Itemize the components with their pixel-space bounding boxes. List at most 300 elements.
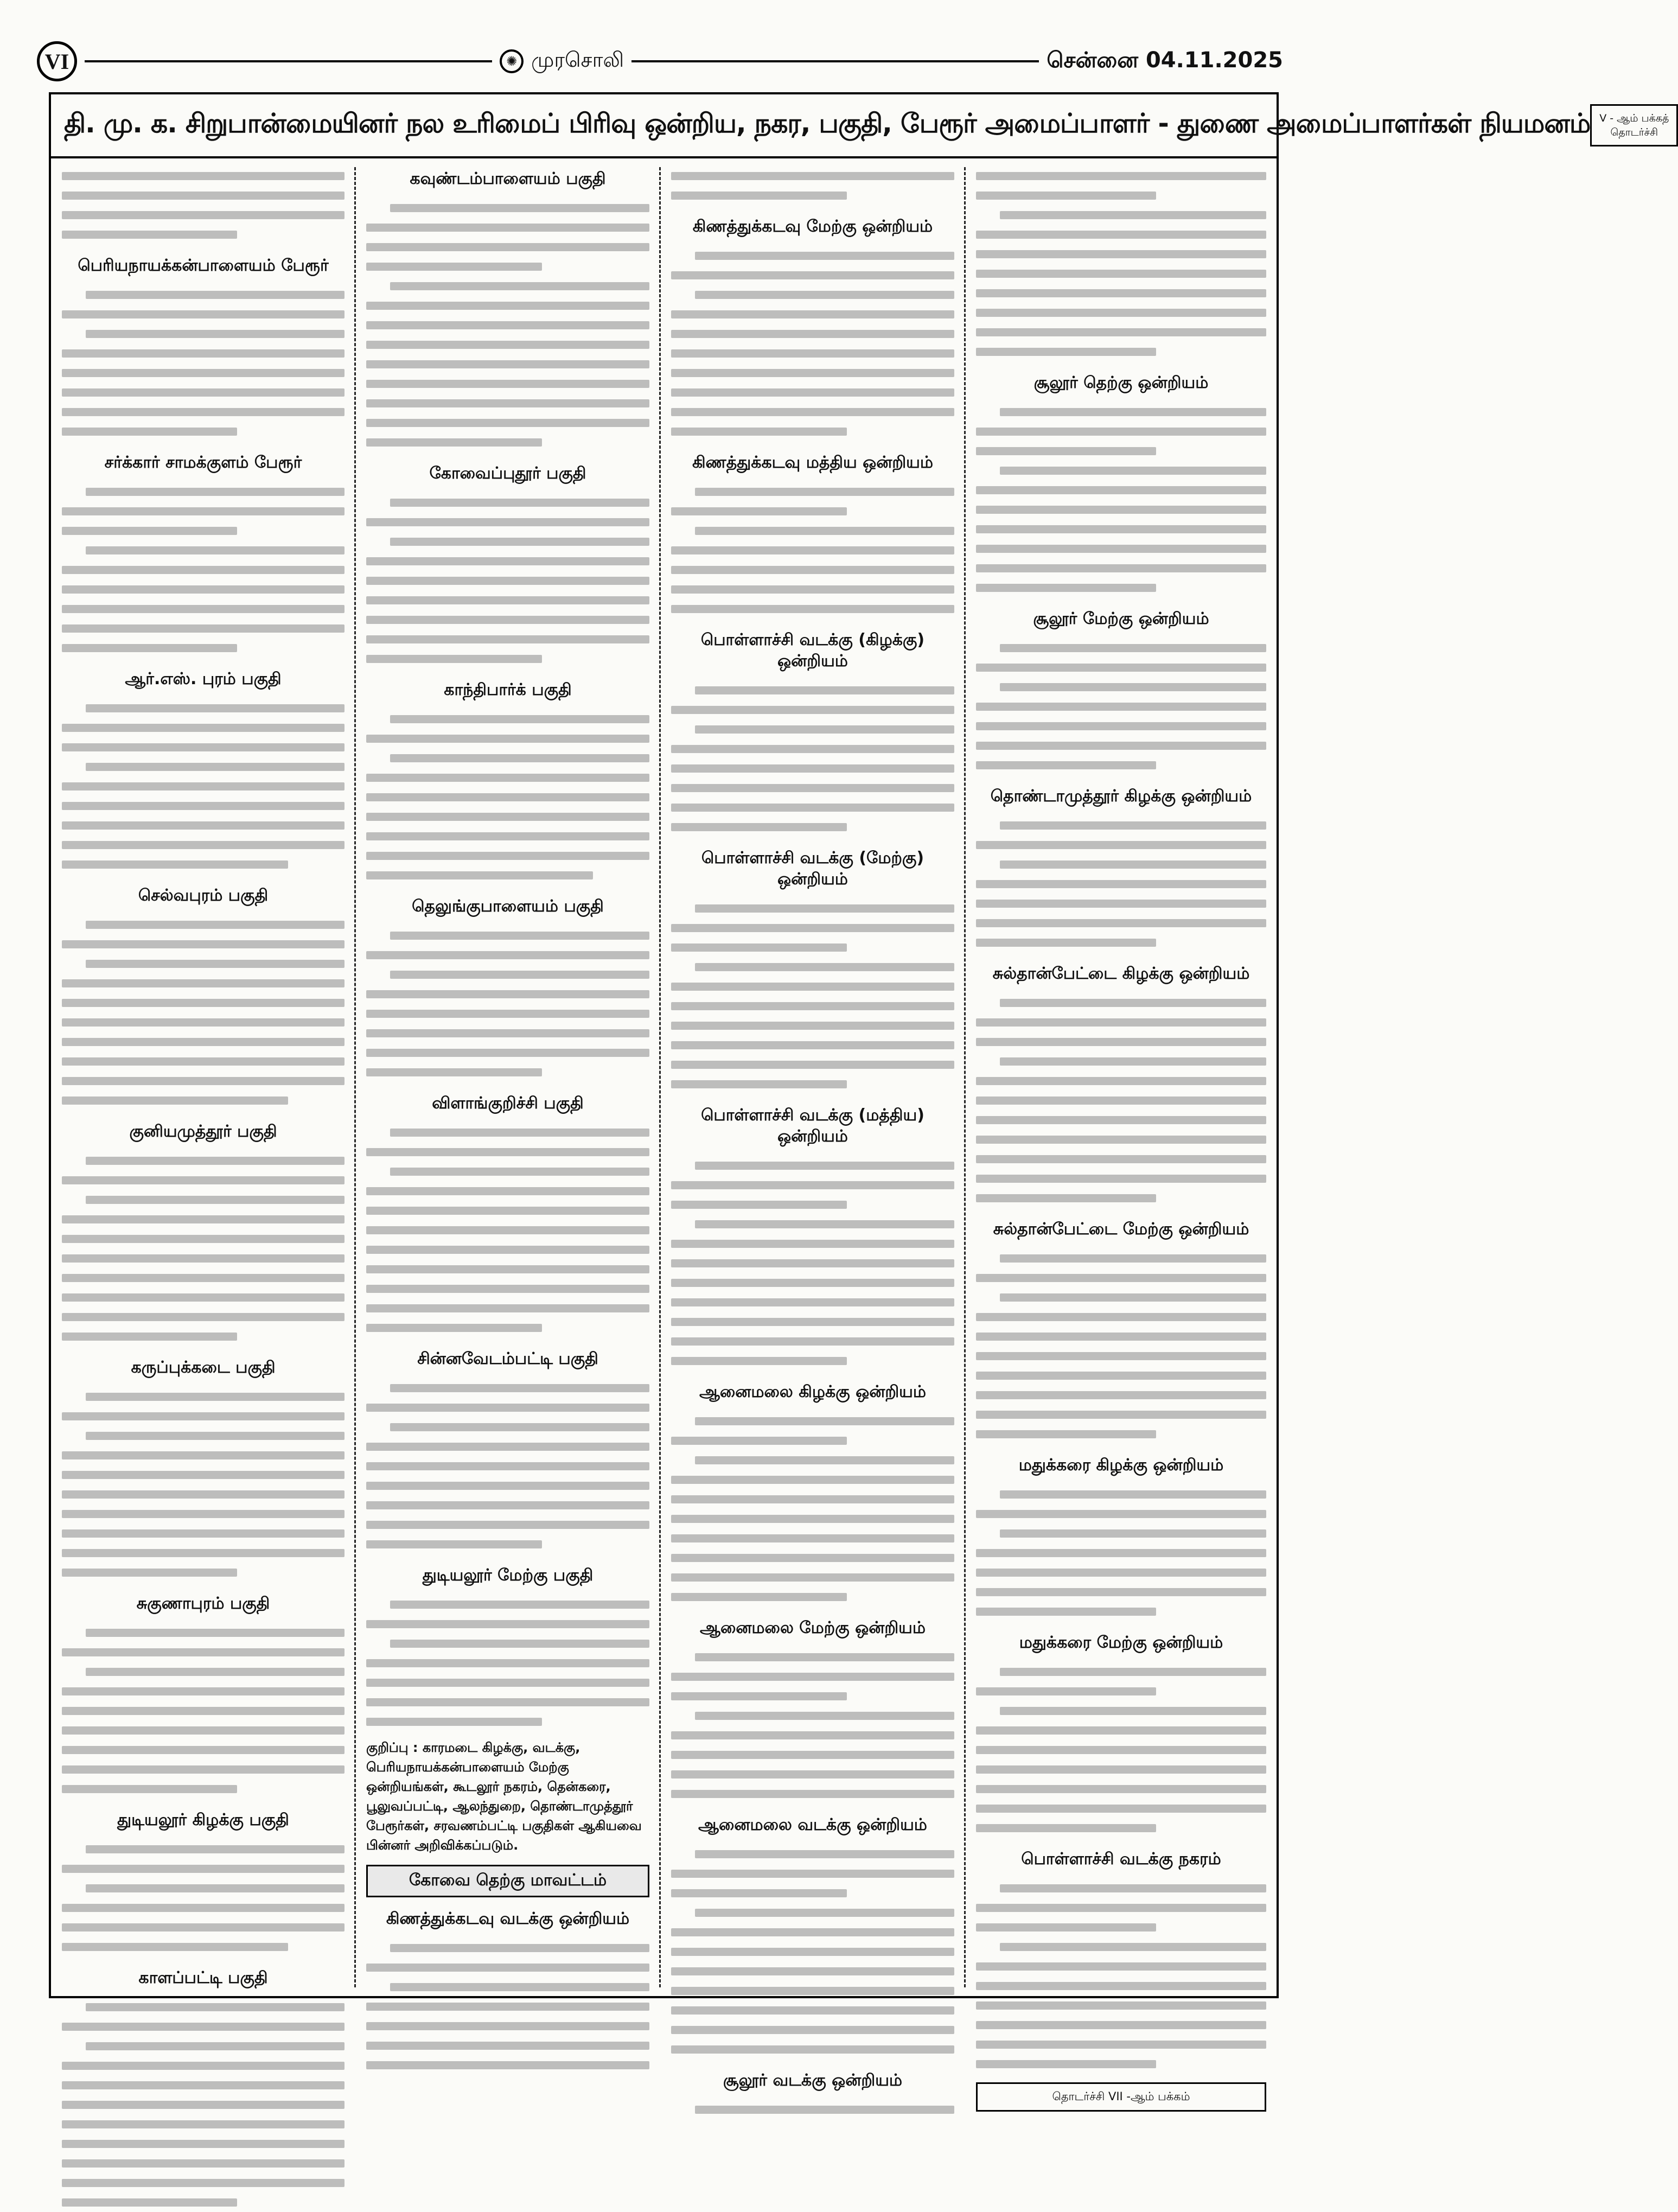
text-line bbox=[671, 363, 954, 383]
text-line bbox=[976, 422, 1266, 441]
text-line bbox=[976, 283, 1266, 303]
text-line bbox=[976, 1878, 1266, 1898]
text-line bbox=[366, 649, 649, 668]
text-line bbox=[671, 1195, 954, 1214]
text-line bbox=[62, 1504, 344, 1523]
text-line bbox=[671, 383, 954, 402]
text-line bbox=[976, 342, 1266, 361]
section-heading: பெரியநாயக்கன்பாளையம் பேரூர் bbox=[78, 256, 329, 275]
text-line bbox=[671, 798, 954, 817]
text-line bbox=[366, 1123, 649, 1142]
text-line bbox=[366, 768, 649, 787]
text-line bbox=[62, 1701, 344, 1720]
text-line bbox=[671, 1686, 954, 1706]
text-line bbox=[62, 619, 344, 638]
text-line bbox=[62, 205, 344, 225]
text-line bbox=[366, 629, 649, 649]
text-line bbox=[62, 1484, 344, 1504]
section-heading: ஆர்.எஸ். புரம் பகுதி bbox=[125, 670, 282, 689]
text-line bbox=[671, 739, 954, 758]
text-line bbox=[671, 1725, 954, 1745]
text-line bbox=[62, 737, 344, 757]
continued-to-note: தொடர்ச்சி VII -ஆம் பக்கம் bbox=[976, 2082, 1266, 2112]
text-line bbox=[671, 304, 954, 324]
text-line bbox=[671, 324, 954, 343]
text-line bbox=[976, 1307, 1266, 1327]
text-line bbox=[671, 1035, 954, 1055]
text-line bbox=[62, 324, 344, 343]
text-line bbox=[62, 776, 344, 796]
issue-date: சென்னை 04.11.2025 bbox=[1047, 47, 1283, 73]
text-line bbox=[976, 1760, 1266, 1779]
text-line bbox=[671, 1214, 954, 1234]
text-line bbox=[62, 1151, 344, 1170]
text-line bbox=[366, 257, 649, 276]
section-heading: பொள்ளாச்சி வடக்கு (மத்திய) ஒன்றியம் bbox=[701, 1106, 924, 1146]
text-line bbox=[671, 1528, 954, 1548]
text-line bbox=[671, 2000, 954, 2020]
paper-name: முரசொலி bbox=[531, 48, 624, 72]
text-line bbox=[62, 1917, 344, 1937]
text-line bbox=[62, 2036, 344, 2056]
section-heading: பொள்ளாச்சி வடக்கு நகரம் bbox=[1021, 1850, 1221, 1869]
text-line bbox=[62, 1681, 344, 1701]
text-line bbox=[976, 855, 1266, 874]
masthead bbox=[37, 38, 1283, 85]
text-line bbox=[671, 1450, 954, 1470]
text-line bbox=[62, 560, 344, 579]
text-line bbox=[366, 1298, 649, 1318]
text-line bbox=[671, 1745, 954, 1764]
text-line bbox=[976, 815, 1266, 835]
text-line bbox=[671, 1567, 954, 1587]
text-line bbox=[671, 1156, 954, 1175]
text-line bbox=[976, 1898, 1266, 1917]
text-line bbox=[976, 1956, 1266, 1976]
text-line bbox=[366, 1614, 649, 1634]
text-line bbox=[366, 1142, 649, 1162]
text-line bbox=[62, 1209, 344, 1229]
text-line bbox=[671, 1981, 954, 2000]
text-line bbox=[976, 1523, 1266, 1543]
text-line bbox=[366, 393, 649, 413]
text-line bbox=[366, 926, 649, 945]
text-line bbox=[62, 993, 344, 1012]
section-heading: குனியமுத்தூர் பகுதி bbox=[129, 1122, 277, 1141]
text-line bbox=[62, 915, 344, 934]
text-line bbox=[671, 1253, 954, 1273]
text-line bbox=[976, 874, 1266, 894]
text-line bbox=[366, 1476, 649, 1495]
text-line bbox=[366, 354, 649, 374]
section-heading: சுல்தான்பேட்டை கிழக்கு ஒன்றியம் bbox=[992, 964, 1250, 983]
text-line bbox=[62, 1543, 344, 1563]
text-line bbox=[62, 1779, 344, 1799]
text-line bbox=[976, 1327, 1266, 1346]
section-heading: சூலூர் தெற்கு ஒன்றியம் bbox=[1033, 373, 1209, 392]
text-line bbox=[976, 1149, 1266, 1169]
text-line bbox=[976, 1110, 1266, 1130]
text-line bbox=[62, 1878, 344, 1898]
text-line bbox=[976, 1287, 1266, 1307]
text-line bbox=[976, 1424, 1266, 1444]
continued-from-line-1: V - ஆம் பக்கத் bbox=[1599, 112, 1669, 124]
text-line bbox=[671, 1764, 954, 1784]
section-heading: கிணத்துக்கடவு மத்திய ஒன்றியம் bbox=[692, 453, 934, 472]
text-line bbox=[976, 519, 1266, 539]
text-line bbox=[976, 1405, 1266, 1424]
text-line bbox=[62, 835, 344, 855]
text-line bbox=[62, 1859, 344, 1878]
text-line bbox=[366, 1595, 649, 1614]
text-line bbox=[366, 965, 649, 984]
text-line bbox=[976, 658, 1266, 677]
text-line bbox=[976, 558, 1266, 578]
text-line bbox=[366, 1023, 649, 1043]
text-line bbox=[671, 758, 954, 778]
text-line bbox=[366, 1181, 649, 1201]
text-line bbox=[62, 1523, 344, 1543]
text-line bbox=[671, 1331, 954, 1351]
text-line bbox=[671, 898, 954, 918]
text-line bbox=[366, 865, 649, 885]
text-line bbox=[366, 1692, 649, 1712]
text-line bbox=[976, 402, 1266, 422]
text-line bbox=[62, 1740, 344, 1760]
paper-logo-icon: ✺ bbox=[500, 49, 524, 73]
text-line bbox=[976, 1602, 1266, 1621]
text-line bbox=[976, 1917, 1266, 1937]
text-line bbox=[62, 2075, 344, 2095]
section-heading: மதுக்கரை கிழக்கு ஒன்றியம் bbox=[1018, 1456, 1224, 1475]
paper-name-block bbox=[500, 48, 624, 75]
section-heading: தொண்டாமுத்தூர் கிழக்கு ஒன்றியம் bbox=[990, 787, 1252, 806]
text-line bbox=[62, 1268, 344, 1287]
text-line bbox=[671, 700, 954, 719]
text-line bbox=[976, 1071, 1266, 1091]
text-line bbox=[671, 1587, 954, 1607]
text-line bbox=[366, 590, 649, 610]
text-line bbox=[671, 1273, 954, 1292]
section-heading: செல்வபுரம் பகுதி bbox=[138, 886, 269, 905]
text-line bbox=[976, 225, 1266, 244]
text-line bbox=[671, 501, 954, 521]
text-line bbox=[62, 698, 344, 718]
text-line bbox=[62, 501, 344, 521]
section-heading: ஆனைமலை மேற்கு ஒன்றியம் bbox=[700, 1618, 926, 1637]
text-line bbox=[62, 1445, 344, 1465]
text-line bbox=[671, 1903, 954, 1922]
text-line bbox=[366, 1240, 649, 1259]
section-heading: கவுண்டம்பாளையம் பகுதி bbox=[410, 169, 606, 188]
text-line bbox=[62, 1642, 344, 1662]
text-line bbox=[366, 729, 649, 748]
text-line bbox=[976, 1681, 1266, 1701]
text-line bbox=[671, 918, 954, 938]
text-line bbox=[366, 1997, 649, 2016]
text-line bbox=[62, 638, 344, 658]
text-line bbox=[366, 1279, 649, 1298]
text-line bbox=[62, 1406, 344, 1426]
text-line bbox=[976, 2035, 1266, 2054]
text-line bbox=[62, 402, 344, 422]
text-line bbox=[671, 1961, 954, 1981]
text-line bbox=[62, 1051, 344, 1071]
text-line bbox=[62, 166, 344, 186]
text-line bbox=[671, 719, 954, 739]
text-line bbox=[976, 1937, 1266, 1956]
text-line bbox=[671, 996, 954, 1016]
text-line bbox=[366, 846, 649, 865]
section-heading: சர்க்கார் சாமக்குளம் பேரூர் bbox=[104, 453, 302, 472]
text-line bbox=[671, 957, 954, 977]
text-line bbox=[976, 500, 1266, 519]
text-line bbox=[976, 2054, 1266, 2074]
text-line bbox=[366, 787, 649, 807]
text-line bbox=[976, 2015, 1266, 2035]
text-line bbox=[671, 2020, 954, 2039]
text-line bbox=[976, 1032, 1266, 1051]
text-line bbox=[976, 1504, 1266, 1523]
text-line bbox=[976, 736, 1266, 755]
text-line bbox=[62, 1662, 344, 1681]
text-line bbox=[366, 218, 649, 237]
text-line bbox=[671, 1489, 954, 1509]
text-line bbox=[671, 938, 954, 957]
text-line bbox=[671, 1509, 954, 1528]
district-band: கோவை தெற்கு மாவட்டம் bbox=[366, 1865, 649, 1897]
text-line bbox=[366, 1938, 649, 1958]
text-line bbox=[62, 225, 344, 244]
text-line bbox=[976, 322, 1266, 342]
text-line bbox=[62, 1248, 344, 1268]
text-line bbox=[62, 1032, 344, 1051]
text-line bbox=[976, 1268, 1266, 1287]
text-line bbox=[366, 551, 649, 571]
text-line bbox=[366, 2016, 649, 2036]
text-line bbox=[366, 1043, 649, 1062]
text-line bbox=[671, 1234, 954, 1253]
text-line bbox=[976, 993, 1266, 1012]
text-line bbox=[366, 807, 649, 826]
text-line bbox=[976, 835, 1266, 855]
text-line bbox=[671, 1844, 954, 1864]
text-line bbox=[671, 1431, 954, 1450]
text-line bbox=[62, 1898, 344, 1917]
text-line bbox=[366, 571, 649, 590]
text-line bbox=[671, 343, 954, 363]
text-line bbox=[976, 1484, 1266, 1504]
text-line bbox=[366, 493, 649, 512]
text-line bbox=[671, 1864, 954, 1883]
text-line bbox=[671, 1784, 954, 1803]
text-line bbox=[62, 1623, 344, 1642]
text-line bbox=[62, 2017, 344, 2036]
section-heading: கோவைப்புதூர் பகுதி bbox=[429, 464, 586, 483]
section-heading: பொள்ளாச்சி வடக்கு (மேற்கு) ஒன்றியம் bbox=[701, 849, 924, 889]
text-line bbox=[976, 1720, 1266, 1740]
text-line bbox=[366, 2036, 649, 2055]
text-line bbox=[976, 1248, 1266, 1268]
text-line bbox=[671, 246, 954, 265]
masthead-rule-left bbox=[85, 60, 492, 62]
text-line bbox=[62, 599, 344, 619]
text-line bbox=[366, 1653, 649, 1673]
text-line bbox=[366, 1456, 649, 1476]
text-line bbox=[671, 265, 954, 285]
text-line bbox=[62, 2153, 344, 2173]
page-number: VI bbox=[37, 41, 77, 81]
text-line bbox=[62, 1071, 344, 1091]
text-line bbox=[62, 285, 344, 304]
text-line bbox=[671, 1548, 954, 1567]
section-heading: ஆனைமலை கிழக்கு ஒன்றியம் bbox=[699, 1382, 927, 1401]
text-line bbox=[671, 1883, 954, 1903]
text-line bbox=[366, 315, 649, 335]
text-line bbox=[671, 778, 954, 798]
text-line bbox=[366, 198, 649, 218]
text-line bbox=[62, 934, 344, 954]
text-line bbox=[62, 363, 344, 383]
text-line bbox=[671, 1055, 954, 1074]
text-line bbox=[976, 1346, 1266, 1366]
note-paragraph: குறிப்பு : காரமடை கிழக்கு, வடக்கு, பெரியநாயக்கன்பாளையம் மேற்கு ஒன்றியங்கள், கூடலூர் நகரம், தென்கரை, பூலுவப்பட்டி, ஆலந்துறை, தொண்டாமுத்தூர் பேரூர்கள், சரவணம்பட்டி பகுதிகள் ஆகியவை பின்னர் அறிவிக்கப்படும். bbox=[366, 1740, 642, 1853]
text-line bbox=[366, 1398, 649, 1417]
text-line bbox=[366, 1977, 649, 1997]
text-line bbox=[366, 1378, 649, 1398]
text-line bbox=[366, 1673, 649, 1692]
text-line bbox=[366, 413, 649, 432]
text-line bbox=[366, 1712, 649, 1731]
text-line bbox=[62, 1563, 344, 1582]
text-line bbox=[62, 757, 344, 776]
text-line bbox=[976, 1012, 1266, 1032]
section-heading: ஆனைமலை வடக்கு ஒன்றியம் bbox=[698, 1815, 927, 1834]
text-line bbox=[671, 1175, 954, 1195]
text-line bbox=[976, 480, 1266, 500]
text-line bbox=[62, 482, 344, 501]
section-heading: சுகுணாபுரம் பகுதி bbox=[136, 1594, 270, 1613]
text-line bbox=[62, 1091, 344, 1110]
text-line bbox=[62, 1426, 344, 1445]
text-line bbox=[62, 422, 344, 441]
text-line bbox=[976, 1818, 1266, 1838]
continued-from-box bbox=[1590, 104, 1678, 146]
text-line bbox=[366, 1062, 649, 1082]
text-line bbox=[366, 826, 649, 846]
text-line bbox=[671, 186, 954, 205]
column-2 bbox=[355, 158, 660, 1996]
text-line bbox=[366, 432, 649, 452]
text-line bbox=[62, 796, 344, 815]
text-line bbox=[976, 933, 1266, 952]
text-line bbox=[671, 1922, 954, 1942]
section-heading: காளப்பட்டி பகுதி bbox=[138, 1968, 268, 1987]
text-line bbox=[671, 1312, 954, 1331]
text-line bbox=[366, 374, 649, 393]
text-line bbox=[976, 1543, 1266, 1563]
text-line bbox=[976, 1188, 1266, 1208]
text-line bbox=[976, 1662, 1266, 1681]
text-line bbox=[976, 1366, 1266, 1385]
text-line bbox=[976, 1799, 1266, 1818]
text-line bbox=[62, 2192, 344, 2212]
section-heading: சூலூர் மேற்கு ஒன்றியம் bbox=[1033, 609, 1209, 628]
text-line bbox=[62, 815, 344, 835]
text-line bbox=[366, 1534, 649, 1554]
text-line bbox=[366, 709, 649, 729]
text-line bbox=[62, 2134, 344, 2153]
text-line bbox=[62, 718, 344, 737]
text-line bbox=[976, 1169, 1266, 1188]
section-heading: சின்னவேடம்பட்டி பகுதி bbox=[417, 1349, 598, 1368]
text-line bbox=[366, 984, 649, 1004]
text-line bbox=[976, 755, 1266, 775]
text-line bbox=[976, 539, 1266, 558]
text-line bbox=[366, 296, 649, 315]
text-line bbox=[671, 521, 954, 540]
text-line bbox=[62, 540, 344, 560]
text-line bbox=[62, 1839, 344, 1859]
text-line bbox=[62, 1720, 344, 1740]
section-heading: துடியலூர் மேற்கு பகுதி bbox=[422, 1566, 594, 1585]
text-line bbox=[671, 1351, 954, 1370]
text-line bbox=[366, 237, 649, 257]
text-line bbox=[671, 977, 954, 996]
text-line bbox=[671, 422, 954, 441]
text-line bbox=[671, 560, 954, 579]
text-line bbox=[366, 1495, 649, 1515]
section-heading: சுல்தான்பேட்டை மேற்கு ஒன்றியம் bbox=[993, 1220, 1249, 1239]
column-4 bbox=[965, 158, 1277, 2103]
text-line bbox=[976, 1740, 1266, 1760]
text-line bbox=[62, 1012, 344, 1032]
text-line bbox=[62, 383, 344, 402]
text-line bbox=[671, 1706, 954, 1725]
text-line bbox=[366, 1318, 649, 1337]
section-heading: மதுக்கரை மேற்கு ஒன்றியம் bbox=[1019, 1633, 1223, 1652]
text-line bbox=[62, 2173, 344, 2192]
text-line bbox=[671, 1647, 954, 1667]
text-line bbox=[671, 540, 954, 560]
text-line bbox=[976, 677, 1266, 697]
text-line bbox=[976, 638, 1266, 658]
text-line bbox=[976, 1051, 1266, 1071]
text-line bbox=[366, 532, 649, 551]
text-line bbox=[671, 166, 954, 186]
text-line bbox=[366, 335, 649, 354]
text-line bbox=[976, 461, 1266, 480]
text-line bbox=[976, 1996, 1266, 2015]
text-line bbox=[366, 1417, 649, 1437]
text-line bbox=[62, 1387, 344, 1406]
text-line bbox=[671, 1016, 954, 1035]
text-line bbox=[976, 303, 1266, 322]
text-line bbox=[671, 402, 954, 422]
text-line bbox=[976, 578, 1266, 597]
text-line bbox=[62, 1997, 344, 2017]
text-line bbox=[62, 1229, 344, 1248]
text-line bbox=[671, 482, 954, 501]
section-heading: கருப்புக்கடை பகுதி bbox=[131, 1358, 276, 1377]
text-line bbox=[671, 1942, 954, 1961]
text-line bbox=[366, 610, 649, 629]
continued-from-line-2: தொடர்ச்சி bbox=[1610, 126, 1658, 138]
text-line bbox=[62, 186, 344, 205]
text-line bbox=[366, 1004, 649, 1023]
text-line bbox=[366, 2055, 649, 2075]
text-line bbox=[976, 716, 1266, 736]
